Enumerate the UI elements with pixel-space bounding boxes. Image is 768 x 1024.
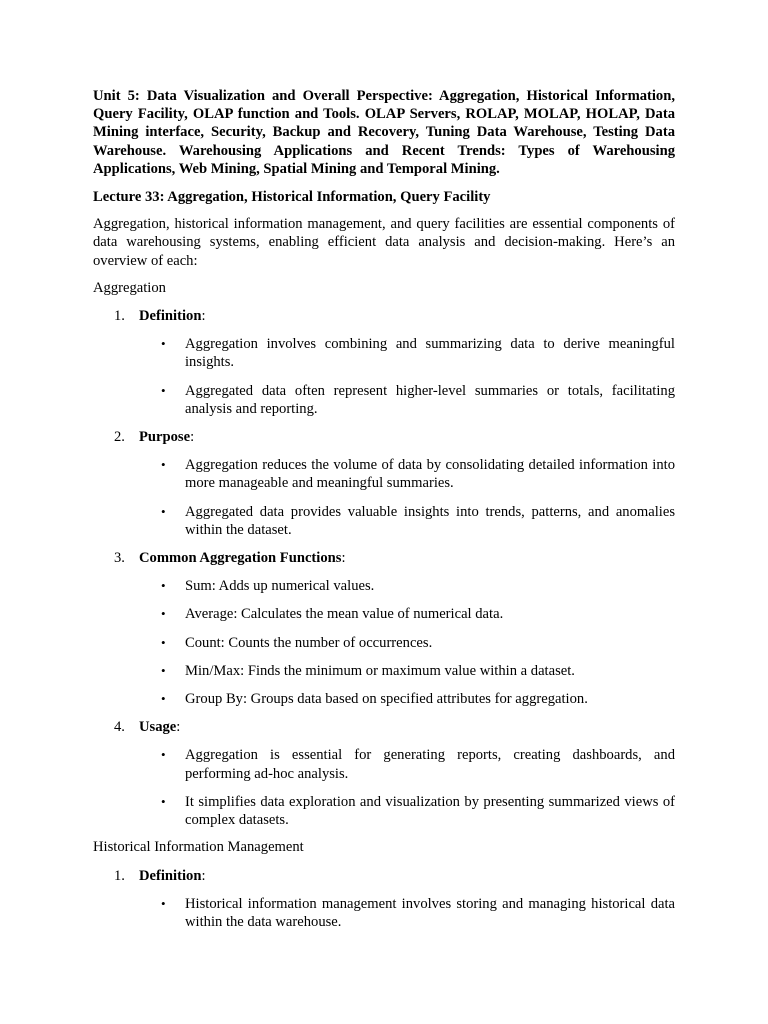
bullet-item [93, 634, 675, 652]
bullet-item [93, 456, 675, 492]
bullet-text: Min/Max: Finds the minimum or maximum value within a dataset. [185, 662, 575, 679]
bullet-dot-icon: • [161, 503, 166, 519]
bullet-item [93, 895, 675, 931]
item-heading [93, 428, 675, 446]
item-number: 4. [114, 719, 125, 736]
bullet-dot-icon: • [161, 691, 166, 707]
numbered-item [93, 428, 675, 539]
intro-paragraph: Aggregation, historical information management, and query facilities are essential components of data warehousing systems, enabling efficient data analysis and decision-making. Here’s an overview of each: [93, 216, 675, 269]
bullet-list [93, 456, 675, 539]
bullet-dot-icon: • [161, 895, 166, 911]
bullet-text: Group By: Groups data based on specified attributes for aggregation. [185, 691, 588, 708]
item-heading [93, 307, 675, 325]
item-label: Usage [139, 719, 177, 736]
bullet-text: Count: Counts the number of occurrences. [185, 634, 433, 651]
bullet-dot-icon: • [161, 747, 166, 763]
sections-container [93, 279, 675, 931]
bullet-dot-icon: • [161, 662, 166, 678]
bullet-text: Aggregated data provides valuable insights into trends, patterns, and anomalies within the dataset. [185, 503, 675, 538]
item-number: 1. [114, 867, 125, 884]
item-label: Definition [139, 308, 202, 325]
bullet-text: It simplifies data exploration and visualization by presenting summarized views of complex datasets. [185, 793, 675, 829]
bullet-text: Sum: Adds up numerical values. [185, 578, 375, 595]
section-title: Historical Information Management [93, 839, 304, 856]
bullet-text: Aggregation is essential for generating reports, creating dashboards, and performing ad-hoc analysis. [185, 747, 675, 782]
bullet-dot-icon: • [161, 336, 166, 352]
bullet-text: Aggregated data often represent higher-level summaries or totals, facilitating analysis and reporting. [185, 382, 675, 417]
item-label-colon: : [201, 308, 206, 325]
item-label-colon: : [176, 719, 181, 736]
bullet-list [93, 895, 675, 931]
bullet-dot-icon: • [161, 634, 166, 650]
item-number: 1. [114, 308, 125, 325]
bullet-dot-icon: • [161, 793, 166, 809]
bullet-list [93, 577, 675, 708]
item-label-colon: : [341, 550, 346, 567]
bullet-dot-icon: • [161, 578, 166, 594]
bullet-item [93, 793, 675, 829]
numbered-item [93, 867, 675, 932]
numbered-item [93, 549, 675, 708]
lecture-title: Lecture 33: Aggregation, Historical Information, Query Facility [93, 189, 491, 206]
bullet-item [93, 690, 675, 708]
numbered-item [93, 718, 675, 829]
bullet-text: Average: Calculates the mean value of numerical data. [185, 606, 504, 623]
item-label: Common Aggregation Functions [139, 550, 342, 567]
item-heading [93, 867, 675, 885]
bullet-item [93, 605, 675, 623]
section-title: Aggregation [93, 279, 166, 296]
item-heading [93, 549, 675, 567]
numbered-item [93, 307, 675, 418]
bullet-item [93, 746, 675, 782]
bullet-item [93, 382, 675, 418]
item-label-colon: : [201, 867, 206, 884]
item-label: Purpose [139, 429, 191, 446]
item-number: 3. [114, 550, 125, 567]
bullet-dot-icon: • [161, 457, 166, 473]
bullet-item [93, 503, 675, 539]
item-heading [93, 718, 675, 736]
bullet-list [93, 335, 675, 418]
bullet-item [93, 662, 675, 680]
bullet-item [93, 577, 675, 595]
item-number: 2. [114, 429, 125, 446]
bullet-list [93, 746, 675, 829]
document-page [93, 87, 675, 931]
item-label: Definition [139, 867, 202, 884]
bullet-dot-icon: • [161, 382, 166, 398]
bullet-dot-icon: • [161, 606, 166, 622]
bullet-text: Historical information management involves storing and managing historical data within the data warehouse. [185, 895, 675, 930]
bullet-text: Aggregation involves combining and summarizing data to derive meaningful insights. [185, 336, 675, 371]
bullet-text: Aggregation reduces the volume of data by consolidating detailed information into more manageable and meaningful summaries. [185, 457, 675, 492]
unit-heading: Unit 5: Data Visualization and Overall Perspective: Aggregation, Historical Information, Query Facility, OLAP function and Tools. OLAP Servers, ROLAP, MOLAP, HOLAP, Data Mining interface, Security, Backup and Recovery, Tuning Data Warehouse, Testing Data Warehouse. Warehousing Applications and Recent Trends: Types of Warehousing Applications, Web Mining, Spatial Mining and Temporal Mining. [93, 88, 675, 177]
bullet-item [93, 335, 675, 371]
item-label-colon: : [190, 429, 195, 446]
